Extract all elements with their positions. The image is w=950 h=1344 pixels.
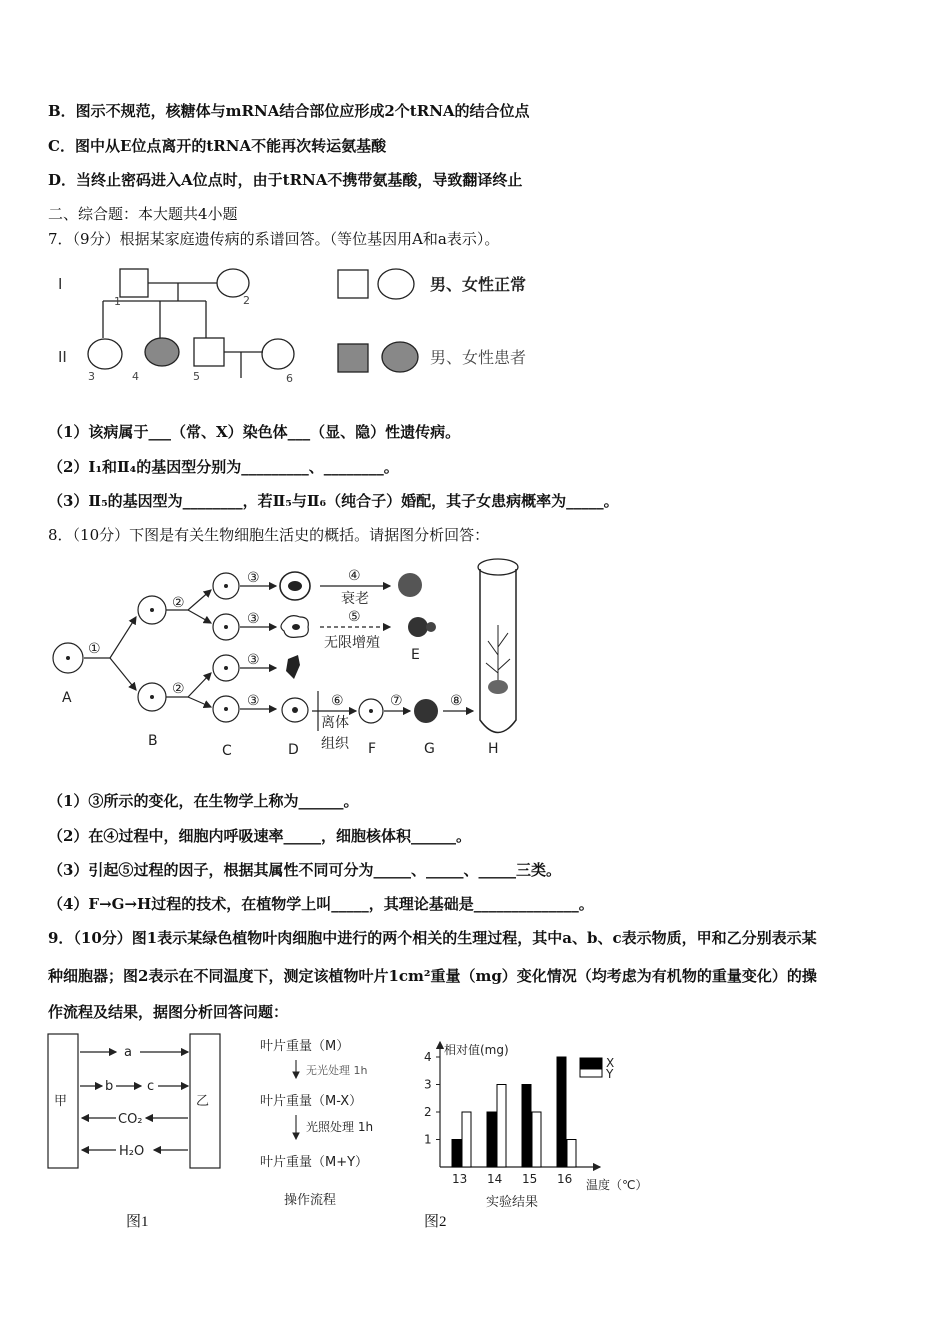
legend-normal-male	[338, 270, 368, 298]
q8-sub4: （4）F→G→H过程的技术，在植物学上叫_____，其理论基础是______________。	[48, 895, 594, 913]
q8-sub2: （2）在④过程中，细胞内呼吸速率_____，细胞核体积______。	[48, 827, 471, 845]
q7-sub2: （2）Ⅰ₁和Ⅱ₄的基因型分别为_________、________。	[48, 458, 399, 476]
flow-title: 操作流程	[284, 1193, 337, 1208]
flow-step-3: 叶片重量（M+Y）	[260, 1155, 369, 1170]
step-6-text-2: 组织	[321, 736, 349, 752]
step-4-label: ④	[348, 568, 361, 584]
callus-g	[414, 699, 438, 723]
label-a: A	[62, 690, 72, 706]
option-c: C．图中从E位点离开的tRNA不能再次转运氨基酸	[48, 137, 387, 155]
q8-stem: 8．（10分）下图是有关生物细胞生活史的概括。请据图分析回答：	[48, 526, 490, 544]
step-1-label: ①	[88, 641, 101, 657]
step-4-text: 衰老	[341, 591, 369, 607]
step-3-label-3: ③	[247, 652, 260, 668]
step-3-label-1: ③	[247, 570, 260, 586]
chart-xlabel: 温度（℃）	[586, 1178, 648, 1192]
pedigree-num-4: 4	[132, 370, 139, 383]
flow-arrow-2-label: 光照处理 1h	[306, 1120, 374, 1134]
bar-x-13	[452, 1140, 461, 1168]
x-tick-label: 15	[522, 1172, 538, 1186]
bar-x-15	[522, 1085, 531, 1168]
legend-x-swatch	[580, 1058, 602, 1068]
bar-x-16	[557, 1057, 566, 1167]
legend-x-label: X	[606, 1056, 615, 1070]
pedigree-num-3: 3	[88, 370, 95, 383]
legend-y-swatch	[580, 1069, 602, 1077]
pedigree-num-5: 5	[193, 370, 200, 383]
gen-i-label: I	[58, 275, 63, 293]
label-b: B	[148, 733, 158, 749]
bar-y-16	[567, 1140, 576, 1168]
legend-affected-male	[338, 344, 368, 372]
gen-ii-label: II	[58, 348, 67, 366]
label-c: C	[222, 743, 232, 759]
y-tick-label: 1	[424, 1132, 432, 1147]
y-tick-label: 4	[424, 1050, 432, 1064]
flow-arrow-1-label: 无光处理 1h	[306, 1064, 368, 1077]
legend-affected-female	[382, 342, 418, 372]
q8-sub1: （1）③所示的变化，在生物学上称为______。	[48, 792, 359, 810]
fig2-caption: 图2	[424, 1214, 447, 1230]
cell-e2-cancer	[408, 617, 428, 637]
q9-stem-3: 作流程及结果，据图分析回答问题：	[48, 1003, 289, 1021]
substance-co2: CO₂	[118, 1112, 143, 1127]
x-tick-label: 14	[487, 1172, 503, 1186]
pedigree-ii5-male	[194, 338, 224, 366]
bar-y-13	[462, 1112, 471, 1167]
bar-x-14	[487, 1112, 496, 1167]
pedigree-ii4-affected-female	[145, 338, 179, 366]
organelle-exchange-diagram	[46, 1032, 226, 1172]
pedigree-num-1: 1	[114, 295, 121, 308]
q9-stem-1: 9．（10分）图1表示某绿色植物叶肉细胞中进行的两个相关的生理过程，其中a、b、c表示物质，甲和乙分别表示某	[48, 929, 817, 947]
q8-sub3: （3）引起⑤过程的因子，根据其属性不同可分为_____、_____、_____三类。	[48, 861, 561, 879]
substance-b: b	[105, 1079, 114, 1094]
legend-normal-label: 男、女性正常	[430, 275, 527, 294]
q7-sub1: （1）该病属于___（常、X）染色体___（显、隐）性遗传病。	[48, 423, 461, 441]
y-tick-label: 2	[424, 1105, 432, 1119]
step-5-label: ⑤	[348, 609, 361, 625]
step-5-text: 无限增殖	[324, 635, 380, 651]
step-2b-label: ②	[172, 681, 185, 697]
label-f: F	[368, 741, 377, 757]
step-6-text-1: 离体	[321, 715, 349, 731]
legend-y-label: Y	[606, 1067, 614, 1081]
label-h: H	[488, 741, 499, 757]
cell-d3-dead	[286, 655, 300, 679]
legend-normal-female	[378, 269, 414, 299]
organelle-yi-label: 乙	[196, 1094, 210, 1109]
y-tick-label: 3	[424, 1077, 432, 1092]
step-3-label-2: ③	[247, 611, 260, 627]
flow-step-2: 叶片重量（M-X）	[260, 1094, 363, 1109]
chart-title: 实验结果	[486, 1195, 539, 1210]
step-7-label: ⑦	[390, 693, 403, 709]
substance-h2o: H₂O	[119, 1144, 145, 1159]
step-8-label: ⑧	[450, 693, 463, 709]
temperature-bar-chart	[400, 1034, 660, 1214]
pedigree-i1-male	[120, 269, 148, 297]
cell-lifecycle-diagram	[48, 555, 528, 760]
q7-stem: 7．（9分）根据某家庭遗传病的系谱回答。（等位基因用A和a表示）。	[48, 230, 500, 248]
pedigree-i2-female	[217, 269, 249, 297]
label-d: D	[288, 742, 299, 758]
x-tick-label: 13	[452, 1172, 468, 1186]
x-tick-label: 16	[557, 1172, 573, 1186]
substance-a: a	[124, 1045, 132, 1060]
step-3-label-4: ③	[247, 693, 260, 709]
pedigree-ii6-female	[262, 339, 294, 369]
chart-ylabel: 相对值(mg)	[444, 1043, 509, 1057]
option-d: D．当终止密码进入A位点时，由于tRNA不携带氨基酸，导致翻译终止	[48, 171, 523, 189]
operation-flow	[256, 1034, 416, 1214]
pedigree-num-2: 2	[243, 294, 250, 307]
substance-c: c	[147, 1079, 155, 1094]
pedigree-diagram	[48, 256, 588, 396]
cell-e1-aged	[398, 573, 422, 597]
pedigree-num-6: 6	[286, 372, 293, 385]
q9-stem-2: 种细胞器；图2表示在不同温度下，测定该植物叶片1cm²重量（mg）变化情况（均考虑为有机物的重量变化）的操	[48, 967, 817, 985]
step-2a-label: ②	[172, 595, 185, 611]
pedigree-ii3-female	[88, 339, 122, 369]
flow-step-1: 叶片重量（M）	[260, 1039, 350, 1054]
q7-sub3: （3）Ⅱ₅的基因型为________，若Ⅱ₅与Ⅱ₆（纯合子）婚配，其子女患病概率为_____。	[48, 492, 619, 510]
organelle-jia-label: 甲	[54, 1094, 68, 1109]
fig1-caption: 图1	[126, 1214, 149, 1230]
legend-affected-label: 男、女性患者	[430, 348, 527, 367]
section-heading: 二、综合题：本大题共4小题	[48, 205, 238, 223]
step-6-label: ⑥	[331, 693, 344, 709]
bar-y-15	[532, 1112, 541, 1167]
label-e: E	[411, 647, 420, 663]
label-g: G	[424, 741, 435, 757]
option-b: B．图示不规范，核糖体与mRNA结合部位应形成2个tRNA的结合位点	[48, 102, 530, 120]
bar-y-14	[497, 1085, 506, 1168]
